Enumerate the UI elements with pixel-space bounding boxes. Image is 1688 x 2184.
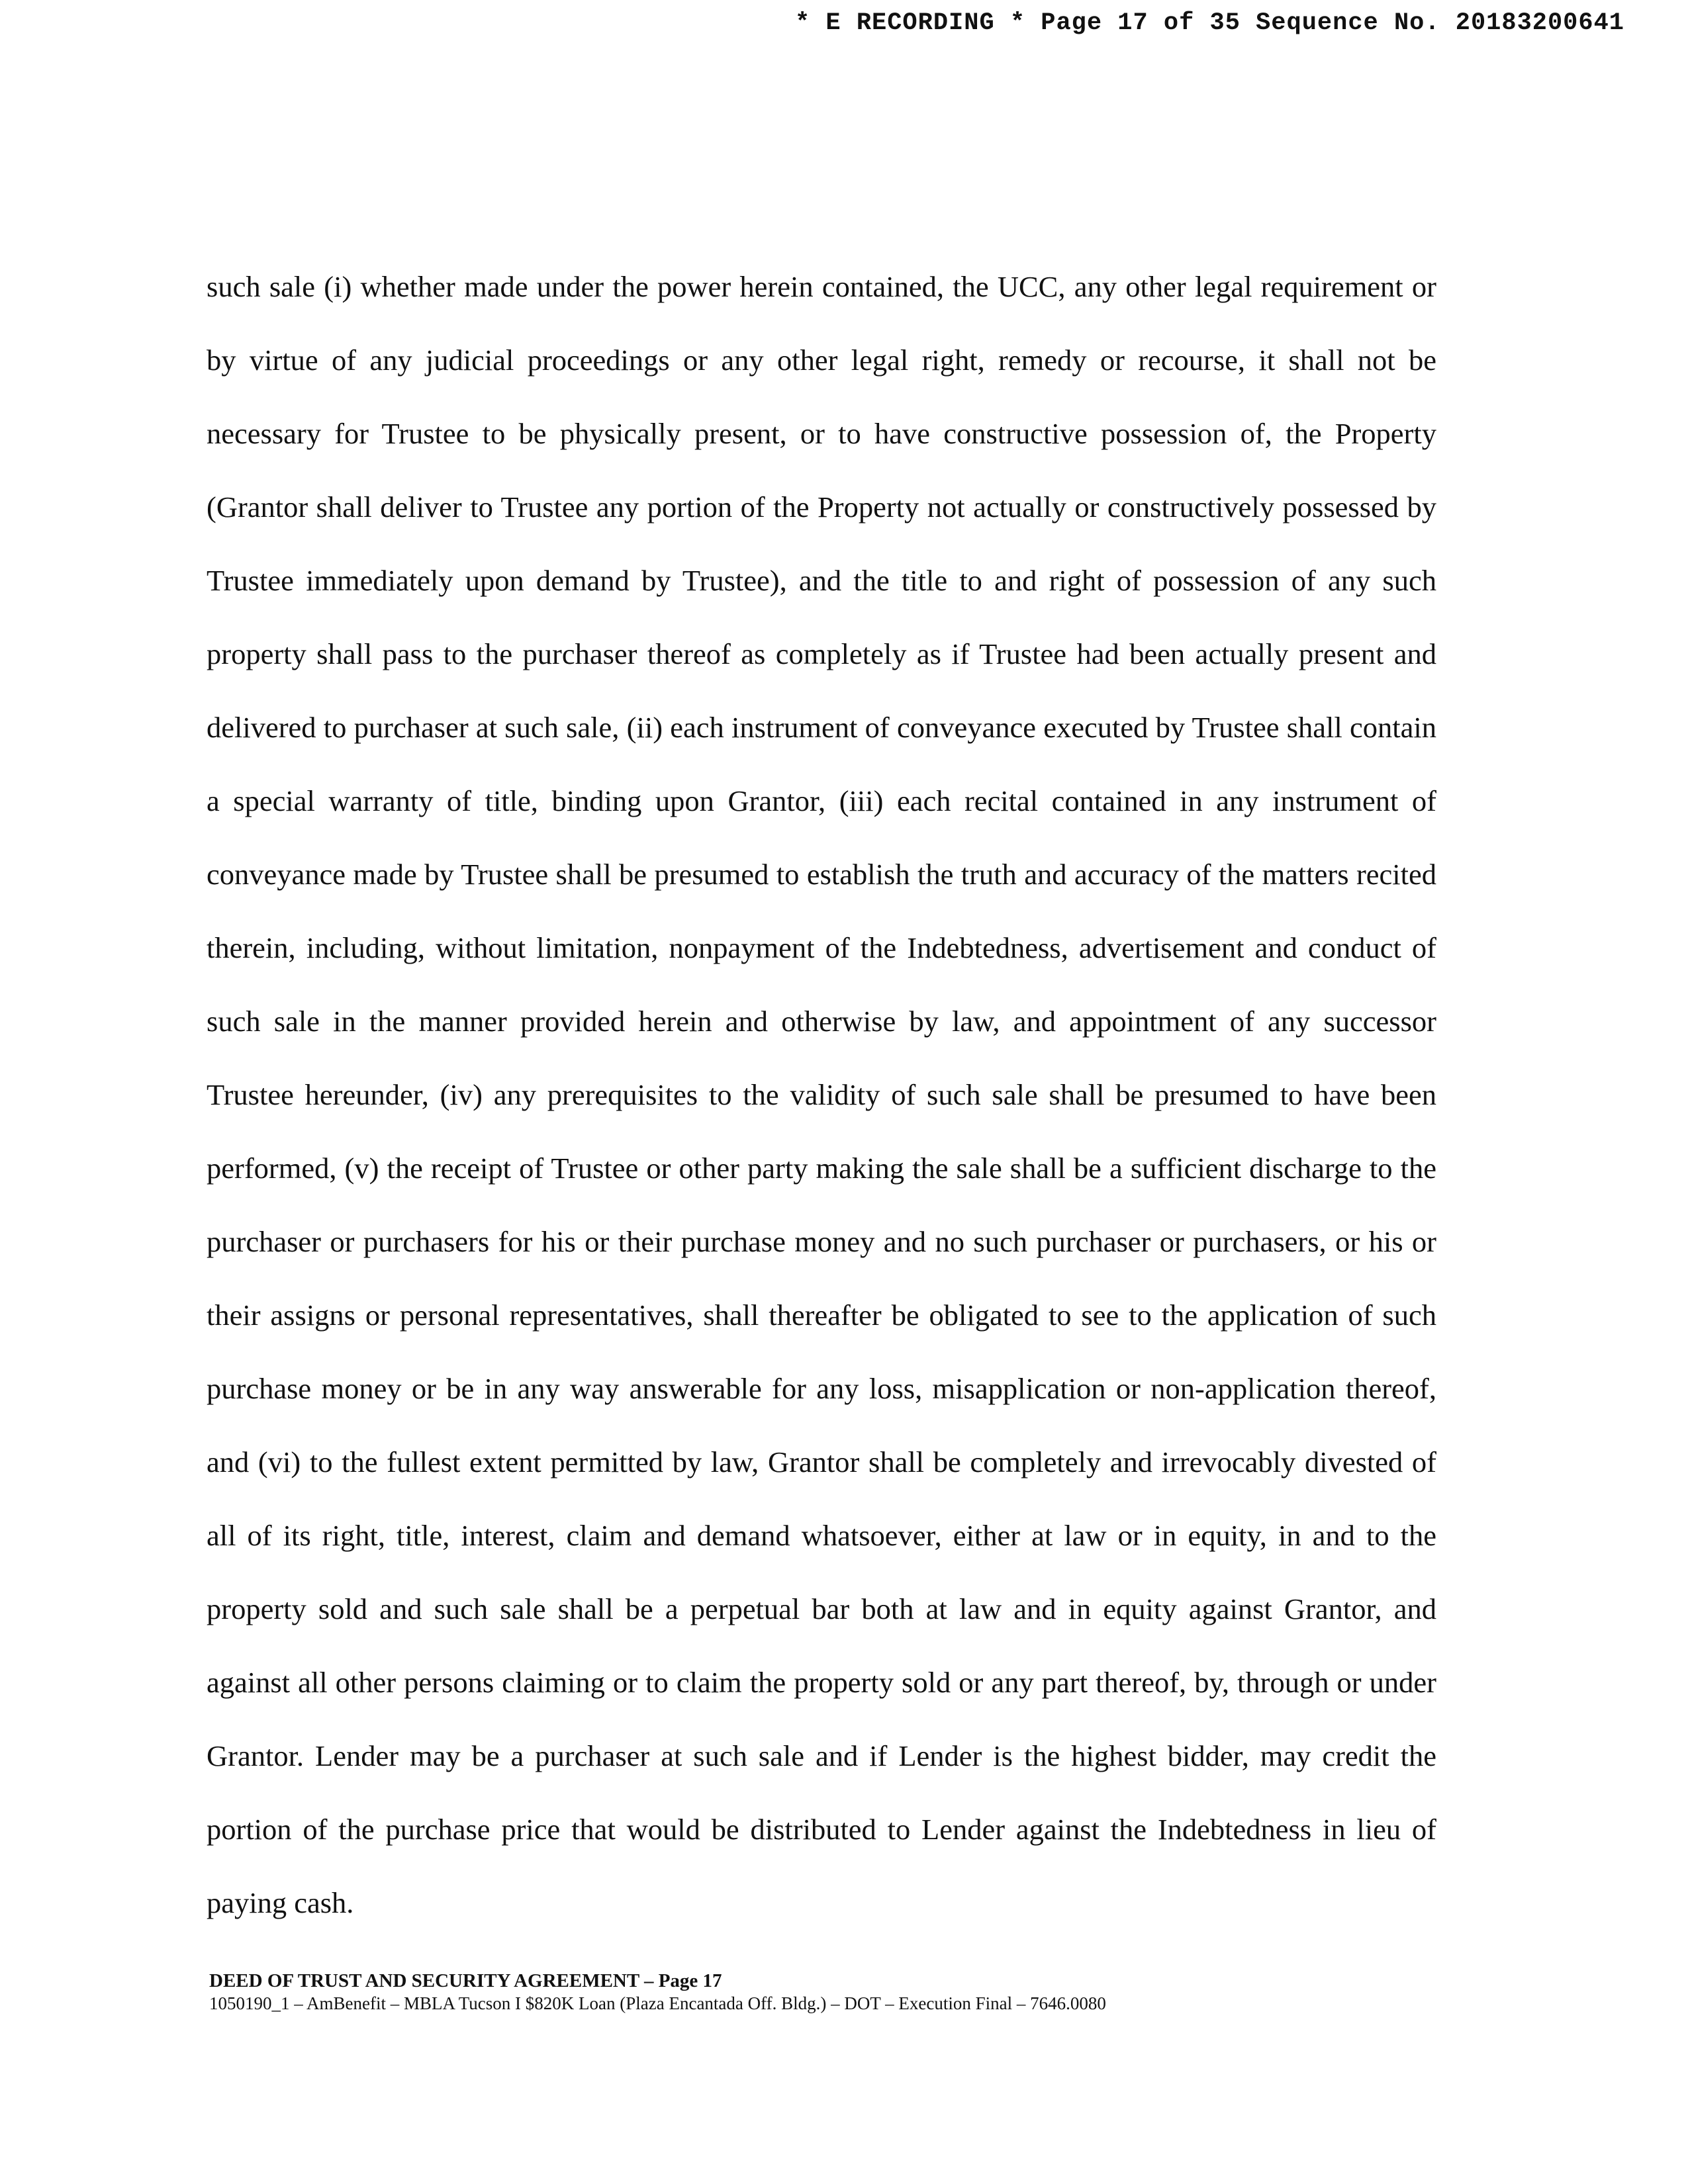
recording-stamp: * E RECORDING * Page 17 of 35 Sequence No. 20183200641	[795, 9, 1624, 37]
page-footer	[209, 1970, 1106, 2015]
footer-document-reference: 1050190_1 – AmBenefit – MBLA Tucson I $820K Loan (Plaza Encantada Off. Bldg.) – DOT – Execution Final – 7646.0080	[209, 1993, 1106, 2013]
body-paragraph: such sale (i) whether made under the power herein contained, the UCC, any other legal requirement or by virtue of any judicial proceedings or any other legal right, remedy or recourse, it shall not be necessary for Trustee to be physically present, or to have constructive possession of, the Property (Grantor shall deliver to Trustee any portion of the Property not actually or constructively possessed by Trustee immediately upon demand by Trustee), and the title to and right of possession of any such property shall pass to the purchaser thereof as completely as if Trustee had been actually present and delivered to purchaser at such sale, (ii) each instrument of conveyance executed by Trustee shall contain a special warranty of title, binding upon Grantor, (iii) each recital contained in any instrument of conveyance made by Trustee shall be presumed to establish the truth and accuracy of the matters recited therein, including, without limitation, nonpayment of the Indebtedness, advertisement and conduct of such sale in the manner provided herein and otherwise by law, and appointment of any successor Trustee hereunder, (iv) any prerequisites to the validity of such sale shall be presumed to have been performed, (v) the receipt of Trustee or other party making the sale shall be a sufficient discharge to the purchaser or purchasers for his or their purchase money and no such purchaser or purchasers, or his or their assigns or personal representatives, shall thereafter be obligated to see to the application of such purchase money or be in any way answerable for any loss, misapplication or non-application thereof, and (vi) to the fullest extent permitted by law, Grantor shall be completely and irrevocably divested of all of its right, title, interest, claim and demand whatsoever, either at law or in equity, in and to the property sold and such sale shall be a perpetual bar both at law and in equity against Grantor, and against all other persons claiming or to claim the property sold or any part thereof, by, through or under Grantor. Lender may be a purchaser at such sale and if Lender is the highest bidder, may credit the portion of the purchase price that would be distributed to Lender against the Indebtedness in lieu of paying cash.	[207, 270, 1436, 1919]
footer-document-title: DEED OF TRUST AND SECURITY AGREEMENT – Page 17	[209, 1970, 722, 1991]
